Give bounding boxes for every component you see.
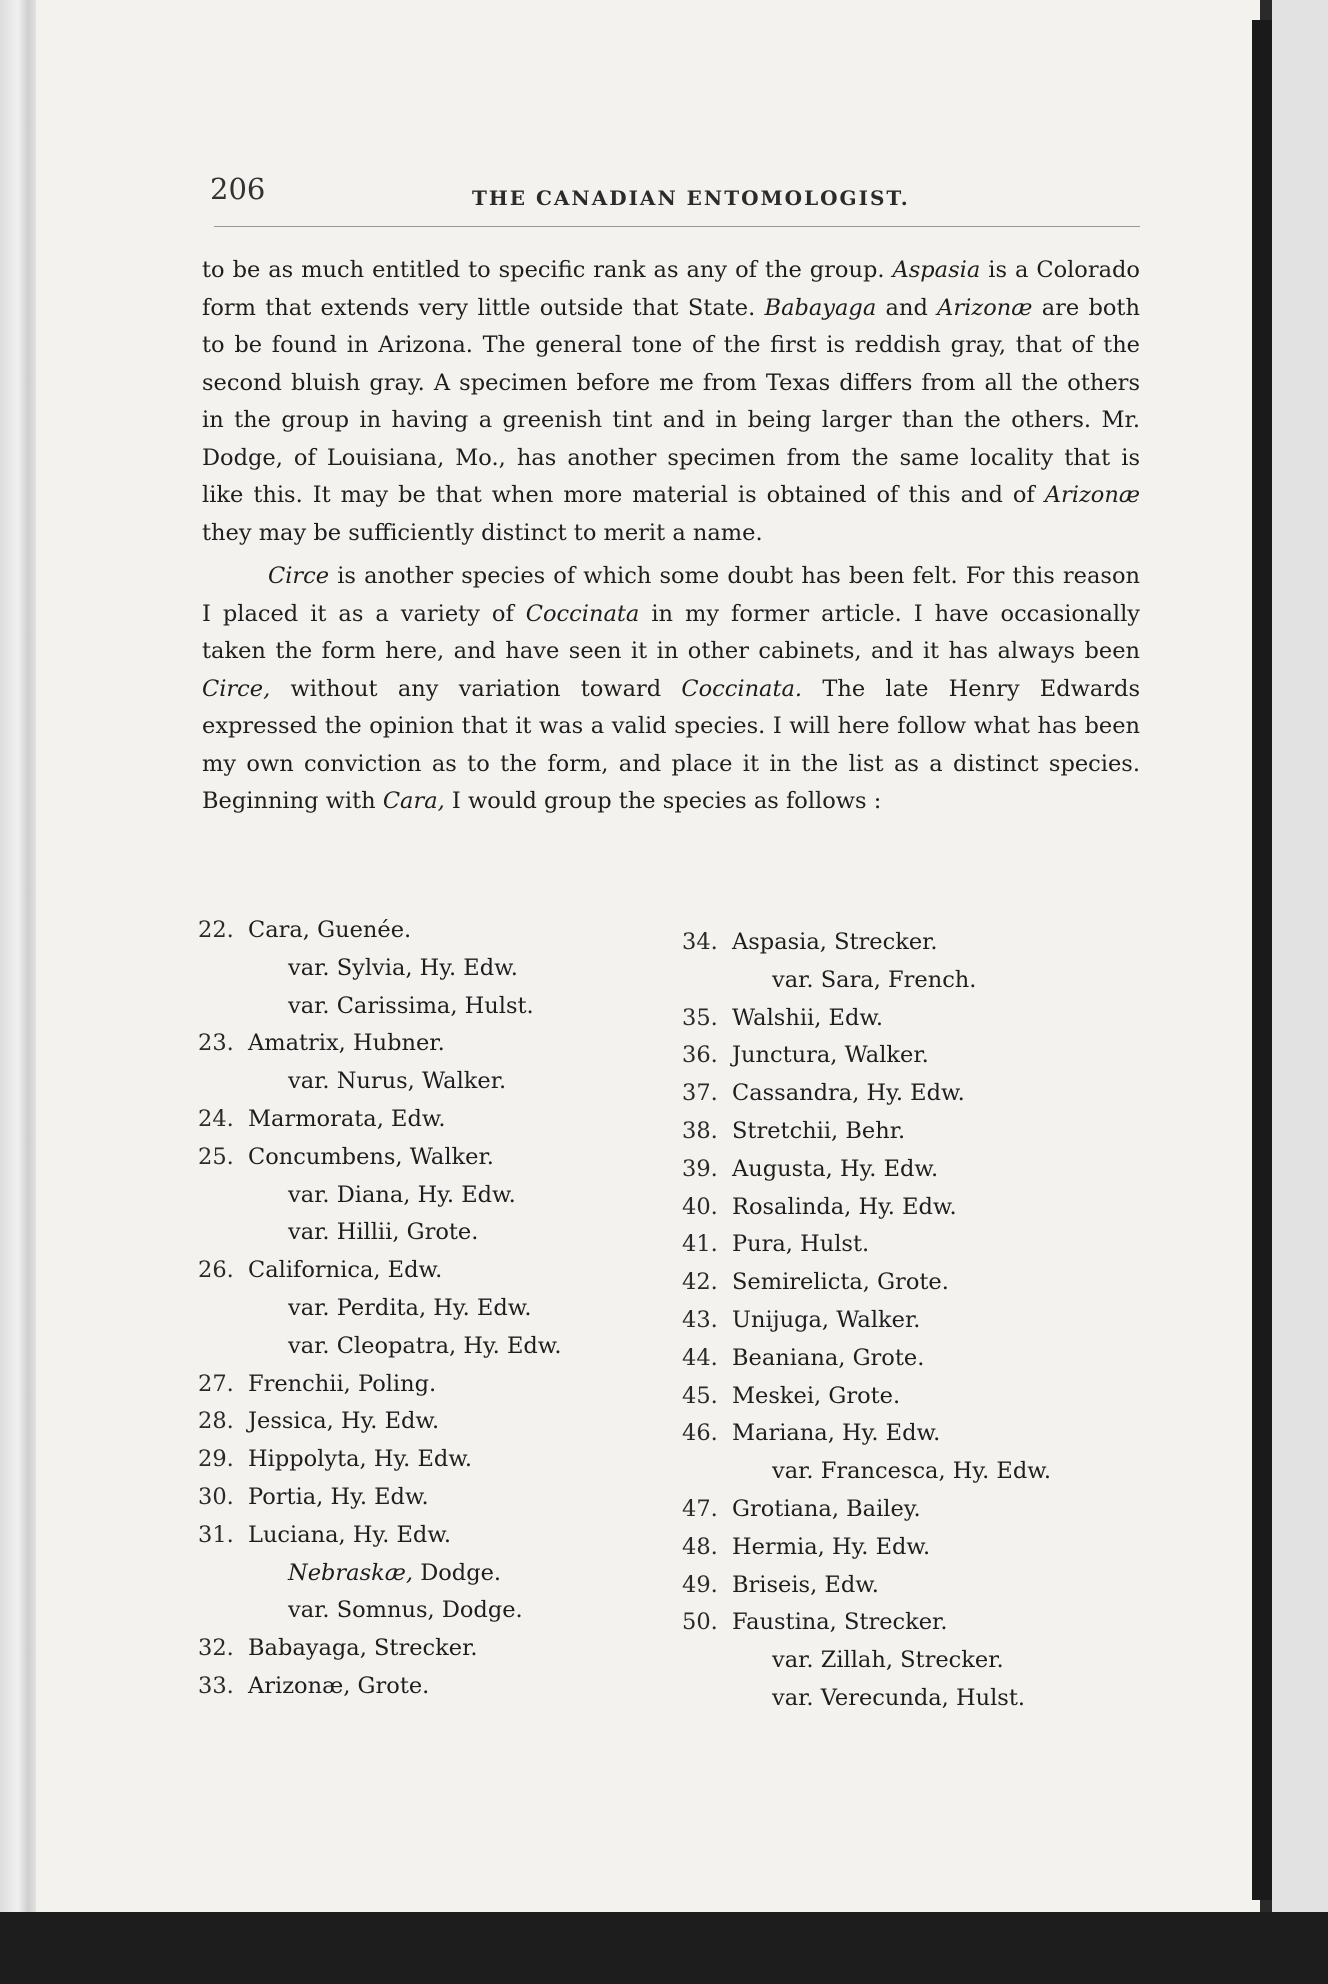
species-name: Beaniana, Grote. <box>732 1344 925 1371</box>
variety-author: Dodge. <box>413 1559 502 1586</box>
italic-taxon-name: Circe, <box>202 675 271 702</box>
italic-taxon-name: Coccinata <box>525 600 640 627</box>
paragraph-2 <box>202 558 1140 821</box>
italic-taxon-name: Cara, <box>382 788 445 814</box>
species-name: Jessica, Hy. Edw. <box>248 1408 440 1435</box>
species-name: Meskei, Grote. <box>732 1382 901 1409</box>
book-left-edge <box>0 0 40 1984</box>
text-run: are both to be found in Arizona. The general tone of the first is reddish gray, that of the second bluish gray. A specimen before me from Texas differs from all the others in the group in having a greenish tint and in being larger than the others. Mr. Dodge, of Louisiana, Mo., has another specimen from the same locality that is like this. It may be that when more material is obtained of this and of <box>202 294 1140 508</box>
species-number: 50. <box>682 1609 718 1636</box>
species-number: 37. <box>682 1080 718 1107</box>
species-entry <box>198 1441 638 1479</box>
variety-entry: var. Diana, Hy. Edw. <box>288 1181 516 1208</box>
variety-entry: var. Francesca, Hy. Edw. <box>772 1458 1051 1485</box>
species-entry <box>682 1075 1122 1113</box>
species-number: 34. <box>682 929 718 955</box>
species-number: 39. <box>682 1155 718 1182</box>
species-number: 26. <box>198 1257 234 1284</box>
species-name: Arizonæ, Grote. <box>248 1672 430 1699</box>
paragraph-1 <box>202 252 1140 552</box>
species-entry <box>198 1630 638 1668</box>
italic-taxon-name: Arizonæ <box>1044 482 1140 508</box>
species-number: 42. <box>682 1269 718 1296</box>
species-number: 40. <box>682 1193 718 1220</box>
text-run: in my former article. I have occasionally taken the form here, and have seen it in other cabinets, and it has always been <box>202 600 1140 664</box>
species-number: 28. <box>198 1408 234 1435</box>
species-number: 44. <box>682 1344 718 1371</box>
species-entry <box>682 1604 1122 1642</box>
italic-taxon-name: Aspasia <box>892 257 981 283</box>
species-name: Mariana, Hy. Edw. <box>732 1420 941 1447</box>
species-name: Walshii, Edw. <box>732 1004 884 1031</box>
variety-entry: var. Sara, French. <box>772 966 977 993</box>
text-run: they may be sufficiently distinct to merit a name. <box>202 519 763 546</box>
species-name: Semirelicta, Grote. <box>732 1269 949 1296</box>
species-number: 33. <box>198 1672 234 1699</box>
species-name: Portia, Hy. Edw. <box>248 1483 429 1510</box>
book-gutter <box>1252 20 1272 1900</box>
running-header <box>204 168 1134 212</box>
species-entry <box>682 1567 1122 1605</box>
species-name: Junctura, Walker. <box>732 1042 929 1069</box>
variety-entry <box>198 1555 638 1593</box>
species-name: Unijuga, Walker. <box>732 1306 921 1333</box>
italic-taxon-name: Arizonæ <box>937 294 1033 321</box>
text-run: is another species of which some doubt has been felt. For this reason I placed it as a variety of <box>202 563 1140 627</box>
species-entry <box>682 1226 1122 1264</box>
italic-taxon-name: Babayaga <box>764 294 877 321</box>
species-entry <box>682 1302 1122 1340</box>
variety-entry: var. Carissima, Hulst. <box>288 992 534 1019</box>
species-name: Cara, Guenée. <box>248 917 412 943</box>
variety-entry: var. Zillah, Strecker. <box>772 1647 1004 1674</box>
page-number: 206 <box>210 172 266 206</box>
species-number: 48. <box>682 1533 718 1560</box>
species-entry <box>682 1264 1122 1302</box>
species-name: Augusta, Hy. Edw. <box>732 1155 939 1182</box>
species-entry <box>682 1151 1122 1189</box>
species-entry <box>198 1403 638 1441</box>
species-number: 25. <box>198 1143 234 1170</box>
species-name: Rosalinda, Hy. Edw. <box>732 1193 957 1220</box>
species-entry <box>198 1139 638 1177</box>
species-entry <box>198 1479 638 1517</box>
variety-entry: var. Nurus, Walker. <box>288 1068 507 1095</box>
species-name: Frenchii, Poling. <box>248 1370 437 1397</box>
species-number: 27. <box>198 1370 234 1397</box>
text-run: The late Henry Edwards expressed the opinion that it was a valid species. I will here follow what has been my own conviction as to the form, and place it in the list as a distinct species. Beginning with <box>202 675 1140 814</box>
species-name: Californica, Edw. <box>248 1257 443 1284</box>
species-entry <box>198 1025 638 1063</box>
species-name: Hippolyta, Hy. Edw. <box>248 1446 473 1473</box>
species-number: 41. <box>682 1231 718 1258</box>
species-number: 29. <box>198 1446 234 1473</box>
body-text <box>202 252 1140 821</box>
species-number: 38. <box>682 1117 718 1144</box>
species-entry <box>198 1517 638 1555</box>
text-run: to be as much entitled to specific rank as any of the group. <box>202 257 893 283</box>
species-entry <box>682 1340 1122 1378</box>
species-number: 31. <box>198 1521 234 1548</box>
variety-entry: var. Somnus, Dodge. <box>288 1597 523 1624</box>
species-list-right-column <box>682 924 1122 1718</box>
species-number: 23. <box>198 1030 234 1057</box>
species-name: Aspasia, Strecker. <box>732 929 938 955</box>
species-number: 22. <box>198 917 234 943</box>
species-number: 47. <box>682 1495 718 1522</box>
species-entry <box>682 1491 1122 1529</box>
species-entry <box>682 1529 1122 1567</box>
species-number: 32. <box>198 1635 234 1662</box>
text-run: without any variation toward <box>270 675 682 702</box>
species-entry <box>682 1189 1122 1227</box>
species-entry <box>198 1668 638 1706</box>
variety-entry: var. Perdita, Hy. Edw. <box>288 1294 532 1321</box>
species-entry <box>682 1378 1122 1416</box>
species-name: Cassandra, Hy. Edw. <box>732 1080 965 1107</box>
italic-taxon-name: Coccinata. <box>681 675 803 702</box>
running-title: THE CANADIAN ENTOMOLOGIST. <box>472 186 910 210</box>
species-name: Grotiana, Bailey. <box>732 1495 921 1522</box>
species-name: Briseis, Edw. <box>732 1571 879 1598</box>
species-number: 36. <box>682 1042 718 1069</box>
variety-entry: var. Verecunda, Hulst. <box>772 1684 1026 1711</box>
species-name: Stretchii, Behr. <box>732 1117 906 1144</box>
species-name: Hermia, Hy. Edw. <box>732 1533 931 1560</box>
species-number: 35. <box>682 1004 718 1031</box>
species-name: Faustina, Strecker. <box>732 1609 948 1636</box>
species-entry <box>198 1366 638 1404</box>
species-number: 46. <box>682 1420 718 1447</box>
text-run: is a Colorado form that extends very little outside that State. <box>202 257 1140 321</box>
species-number: 24. <box>198 1105 234 1132</box>
text-run: I would group the species as follows : <box>444 788 882 814</box>
italic-taxon-name: Circe <box>268 563 330 589</box>
species-number: 30. <box>198 1483 234 1510</box>
variety-name-italic: Nebraskæ, <box>288 1559 414 1586</box>
species-name: Babayaga, Strecker. <box>248 1635 478 1662</box>
species-number: 49. <box>682 1571 718 1598</box>
species-name: Marmorata, Edw. <box>248 1105 446 1132</box>
scan-bottom-border <box>0 1912 1328 1984</box>
species-list-left-column <box>198 912 638 1706</box>
species-entry <box>682 1000 1122 1038</box>
species-entry <box>198 912 638 950</box>
variety-entry: var. Hillii, Grote. <box>288 1219 479 1246</box>
species-number: 45. <box>682 1382 718 1409</box>
facing-page-edge <box>1272 0 1328 1912</box>
variety-entry: var. Cleopatra, Hy. Edw. <box>288 1332 562 1359</box>
variety-entry: var. Sylvia, Hy. Edw. <box>288 954 518 981</box>
species-entry <box>682 1037 1122 1075</box>
species-name: Pura, Hulst. <box>732 1231 870 1258</box>
species-entry <box>682 1113 1122 1151</box>
species-entry <box>198 1252 638 1290</box>
species-name: Luciana, Hy. Edw. <box>248 1521 452 1548</box>
species-name: Amatrix, Hubner. <box>248 1030 445 1057</box>
species-entry <box>682 924 1122 962</box>
species-number: 43. <box>682 1306 718 1333</box>
species-entry <box>682 1415 1122 1453</box>
header-rule <box>214 226 1140 227</box>
species-entry <box>198 1101 638 1139</box>
text-run: and <box>876 294 938 321</box>
species-name: Concumbens, Walker. <box>248 1143 494 1170</box>
